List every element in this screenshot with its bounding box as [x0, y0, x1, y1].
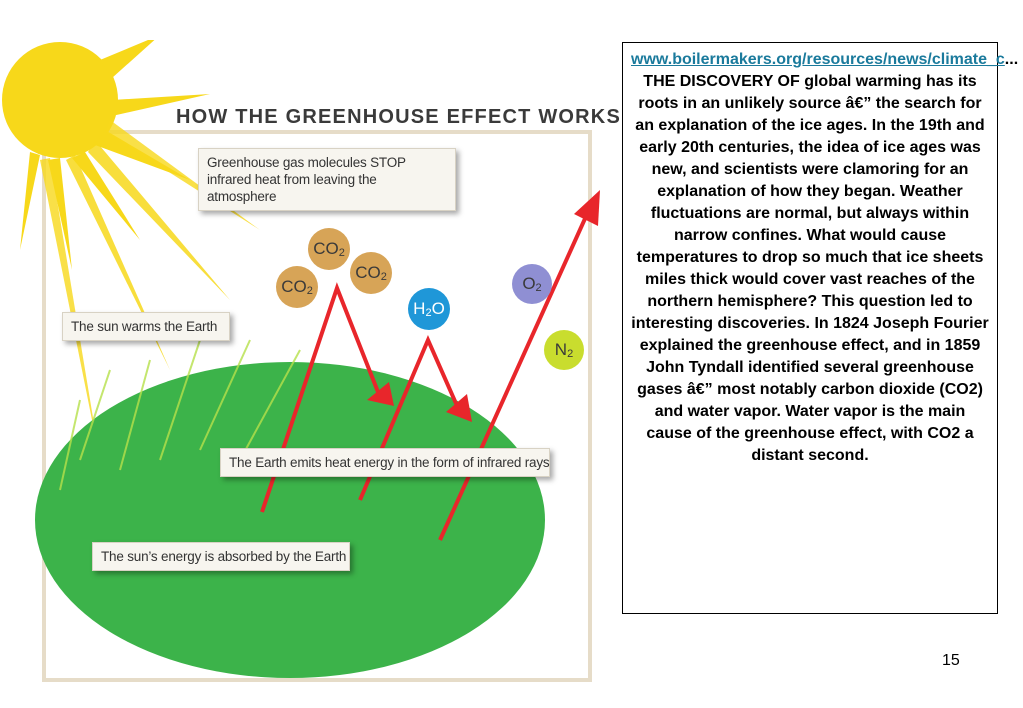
label-sun-absorbed: The sun’s energy is absorbed by the Earth [92, 542, 350, 571]
o2-molecule: O $_2$ [512, 264, 552, 304]
co2-molecule-top: CO $_2$ [308, 228, 350, 270]
label-sun-warms: The sun warms the Earth [62, 312, 230, 341]
n2-molecule: N $_2$ [544, 330, 584, 370]
greenhouse-diagram [0, 40, 620, 690]
label-earth-emits: The Earth emits heat energy in the form of infrared rays [220, 448, 550, 477]
page-number: 15 [942, 652, 960, 669]
h2o-molecule: H $_2$ O [408, 288, 450, 330]
description-textbox [622, 42, 1019, 614]
diagram-graphics [0, 40, 620, 690]
link-ellipsis: ... [1004, 51, 1019, 68]
source-link[interactable]: www.boilermakers.org/resources/news/climate_c [631, 51, 1005, 68]
description-body: THE DISCOVERY OF global warming has its roots in an unlikely source â€” the search for an explanation of the ice ages. In the 19th and early 20th centuries, the idea of ice ages was new, and scientists were clamoring for an explanation of how they began. Weather fluctuations are normal, but always within narrow confines. What would cause temperatures to drop so much that ice sheets miles thick would cover vast reaches of the northern hemisphere? This question led to interesting discoveries. In 1824 Joseph Fourier explained the greenhouse effect, and in 1859 John Tyndall identified several greenhouse gases â€” most notably carbon dioxide (CO2) and water vapor. Water vapor is the main cause of the greenhouse effect, with CO2 a distant second. [631, 73, 989, 464]
co2-molecule-right: CO $_2$ [350, 252, 392, 294]
diagram-title: HOW THE GREENHOUSE EFFECT WORKS [176, 106, 621, 128]
label-stop-infrared: Greenhouse gas molecules STOP infrared heat from leaving the atmosphere [198, 148, 456, 211]
co2-molecule-left: CO $_2$ [276, 266, 318, 308]
